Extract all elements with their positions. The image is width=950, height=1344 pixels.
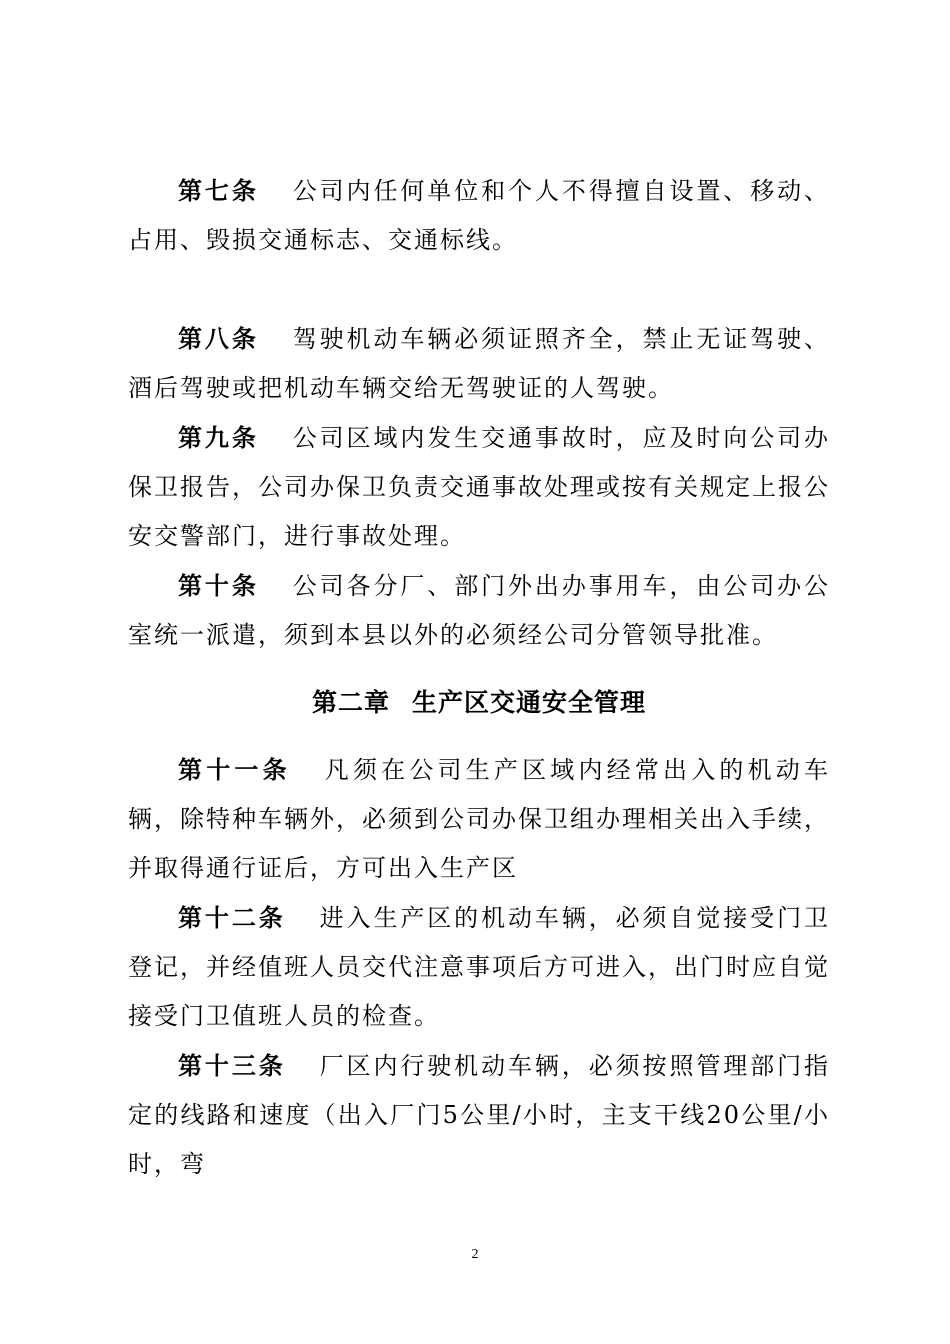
chapter-title: 生产区交通安全管理 bbox=[412, 688, 647, 717]
chapter-number: 第二章 bbox=[311, 688, 390, 717]
article-9 bbox=[128, 413, 830, 561]
article-text: 驾驶机动车辆必须证照齐全，禁止无证驾驶、酒后驾驶或把机动车辆交给无驾驶证的人驾驶。 bbox=[128, 325, 831, 402]
article-text: 公司区域内发生交通事故时，应及时向公司办保卫报告，公司办保卫负责交通事故处理或按有关规定上报公安交警部门，进行事故处理。 bbox=[128, 424, 831, 550]
article-label: 第十三条 bbox=[178, 1051, 286, 1080]
page-number: 2 bbox=[471, 1247, 479, 1262]
article-label: 第九条 bbox=[178, 423, 259, 452]
chapter-heading bbox=[128, 675, 830, 731]
article-8 bbox=[128, 314, 830, 413]
article-text: 厂区内行驶机动车辆，必须按照管理部门指定的线路和速度（出入厂门5公里/小时，主支干线20公里/小时，弯 bbox=[128, 1052, 831, 1178]
article-7 bbox=[128, 166, 830, 265]
article-10 bbox=[128, 561, 830, 660]
article-label: 第十条 bbox=[178, 571, 259, 600]
page-content bbox=[128, 166, 830, 1189]
article-label: 第七条 bbox=[178, 176, 259, 205]
article-text: 进入生产区的机动车辆，必须自觉接受门卫登记，并经值班人员交代注意事项后方可进入，出门时应自觉接受门卫值班人员的检查。 bbox=[128, 904, 831, 1030]
article-11 bbox=[128, 745, 830, 893]
article-text: 公司各分厂、部门外出办事用车，由公司办公室统一派遣，须到本县以外的必须经公司分管领导批准。 bbox=[128, 572, 831, 649]
article-text: 公司内任何单位和个人不得擅自设置、移动、占用、毁损交通标志、交通标线。 bbox=[128, 177, 831, 254]
article-label: 第十一条 bbox=[178, 755, 291, 784]
article-13 bbox=[128, 1041, 830, 1189]
article-text: 凡须在公司生产区域内经常出入的机动车辆，除特种车辆外，必须到公司办保卫组办理相关出入手续，并取得通行证后，方可出入生产区 bbox=[128, 756, 831, 882]
article-label: 第八条 bbox=[178, 324, 259, 353]
article-12 bbox=[128, 893, 830, 1041]
article-label: 第十二条 bbox=[178, 903, 286, 932]
